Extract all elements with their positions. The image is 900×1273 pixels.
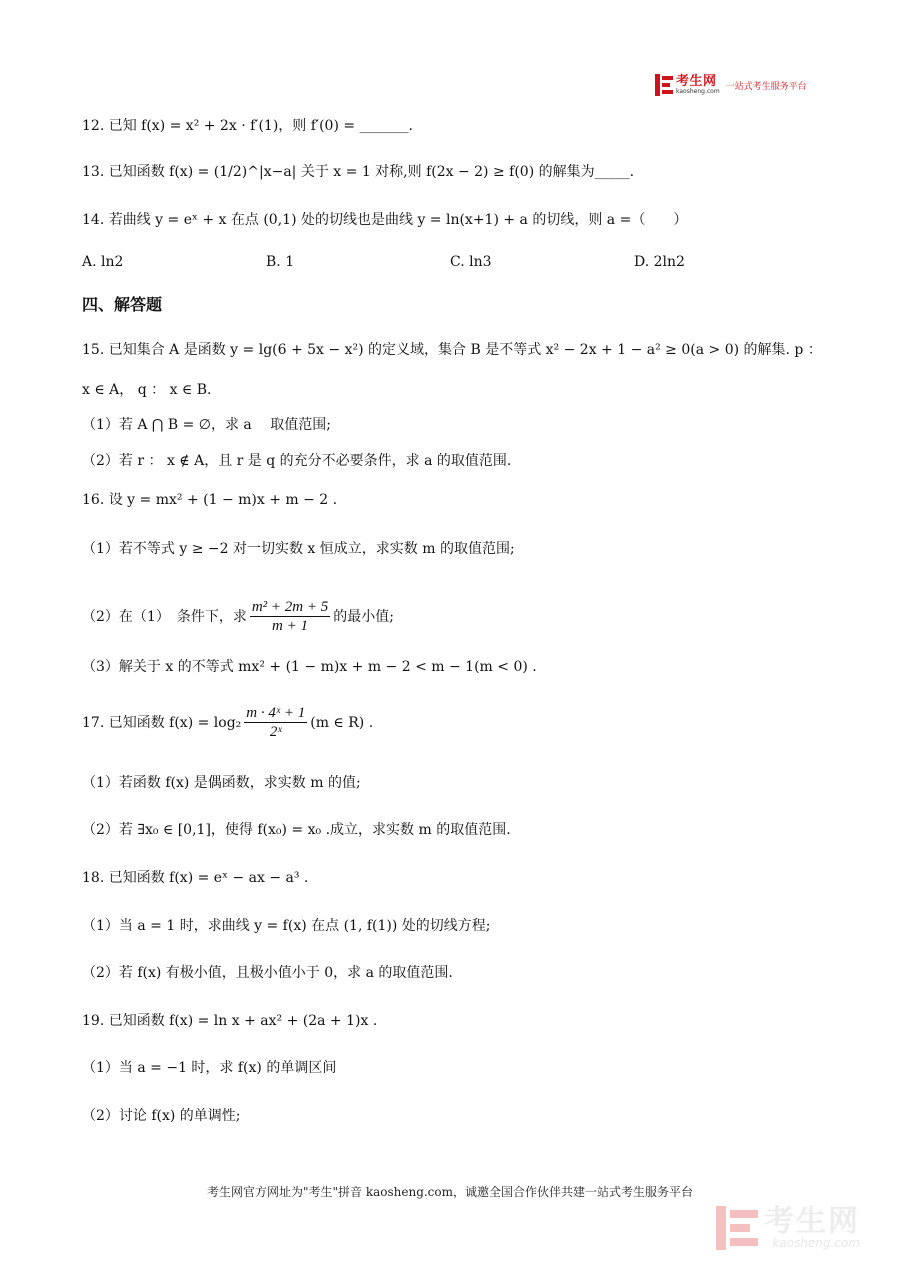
question-15-part-1: （1）若 A ⋂ B = ∅，求 a 取值范围; [82,417,331,433]
question-17-stem-post: (m ∈ R) . [310,714,374,731]
question-19-part-1: （1）当 a = −1 时，求 f(x) 的单调区间 [82,1060,337,1076]
question-14: 14. 若曲线 y = eˣ + x 在点 (0,1) 处的切线也是曲线 y = ln(x+1) + a 的切线，则 a =（ ） [82,212,688,228]
option-a: A. ln2 [82,254,124,270]
logo-name [676,75,720,95]
logo-name-cn: 考生网 [676,74,717,89]
fraction [250,598,330,635]
question-16-stem: 16. 设 y = mx² + (1 − m)x + m − 2 . [82,492,338,508]
question-16-part-3: （3）解关于 x 的不等式 mx² + (1 − m)x + m − 2 < m − 1(m < 0) . [82,659,537,675]
header-slogan: 一站式考生服务平台 [725,81,807,92]
question-17-stem [82,704,373,741]
header-logo[interactable] [655,72,807,98]
fraction-numerator: m² + 2m + 5 [251,599,329,615]
question-19-part-2: （2）讨论 f(x) 的单调性; [82,1108,241,1124]
question-16-part-2 [82,598,394,635]
question-19-stem: 19. 已知函数 f(x) = ln x + ax² + (2a + 1)x . [82,1013,378,1029]
question-16-part-1: （1）若不等式 y ≥ −2 对一切实数 x 恒成立，求实数 m 的取值范围; [82,541,515,557]
option-b: B. 1 [266,254,295,270]
question-15-part-2: （2）若 r ： x ∉ A，且 r 是 q 的充分不必要条件，求 a 的取值范围. [82,453,512,469]
question-18-part-2: （2）若 f(x) 有极小值，且极小值小于 0，求 a 的取值范围. [82,965,453,981]
question-13: 13. 已知函数 f(x) = (1/2)^|x−a| 关于 x = 1 对称,则 f(2x − 2) ≥ f(0) 的解集为_____. [82,164,635,180]
question-18-stem: 18. 已知函数 f(x) = eˣ − ax − a³ . [82,870,309,886]
fraction [244,704,307,741]
watermark-cn: 考生网 [764,1204,860,1239]
fraction-denominator: m + 1 [272,618,309,634]
fraction-numerator: m · 4ˣ + 1 [246,705,306,721]
question-15-stem-cont: x ∈ A， q ： x ∈ B. [82,382,212,398]
question-15-stem: 15. 已知集合 A 是函数 y = lg(6 + 5x − x²) 的定义域，集合 B 是不等式 x² − 2x + 1 − a² ≥ 0(a > 0) 的解集. p ： [82,342,822,358]
watermark-logo [716,1206,860,1250]
question-16-part-2-pre: （2）在（1） 条件下，求 [82,608,247,625]
option-c: C. ln3 [450,254,492,270]
option-d: D. 2ln2 [634,254,685,270]
question-18-part-1: （1）当 a = 1 时，求曲线 y = f(x) 在点 (1, f(1)) 处的切线方程; [82,918,491,934]
watermark-text [764,1204,860,1250]
watermark-en: kaosheng.com [772,1236,860,1250]
question-16-part-2-post: 的最小值; [333,608,394,625]
kaosheng-logo-icon [655,74,673,96]
question-17-part-1: （1）若函数 f(x) 是偶函数，求实数 m 的值; [82,775,361,791]
fraction-denominator: 2ˣ [269,724,282,740]
question-12: 12. 已知 f(x) = x² + 2x · f′(1)，则 f′(0) = _______. [82,118,414,134]
section-title: 四、解答题 [82,295,163,314]
question-17-stem-pre: 17. 已知函数 f(x) = log₂ [82,714,242,731]
watermark-logo-icon [716,1206,758,1250]
logo-domain: kaosheng.com [676,88,720,95]
footer-text[interactable]: 考生网官方网址为"考生"拼音 kaosheng.com，诚邀全国合作伙伴共建一站式考生服务平台 [206,1185,694,1199]
question-17-part-2: （2）若 ∃x₀ ∈ [0,1]，使得 f(x₀) = x₀ .成立，求实数 m 的取值范围. [82,822,511,838]
